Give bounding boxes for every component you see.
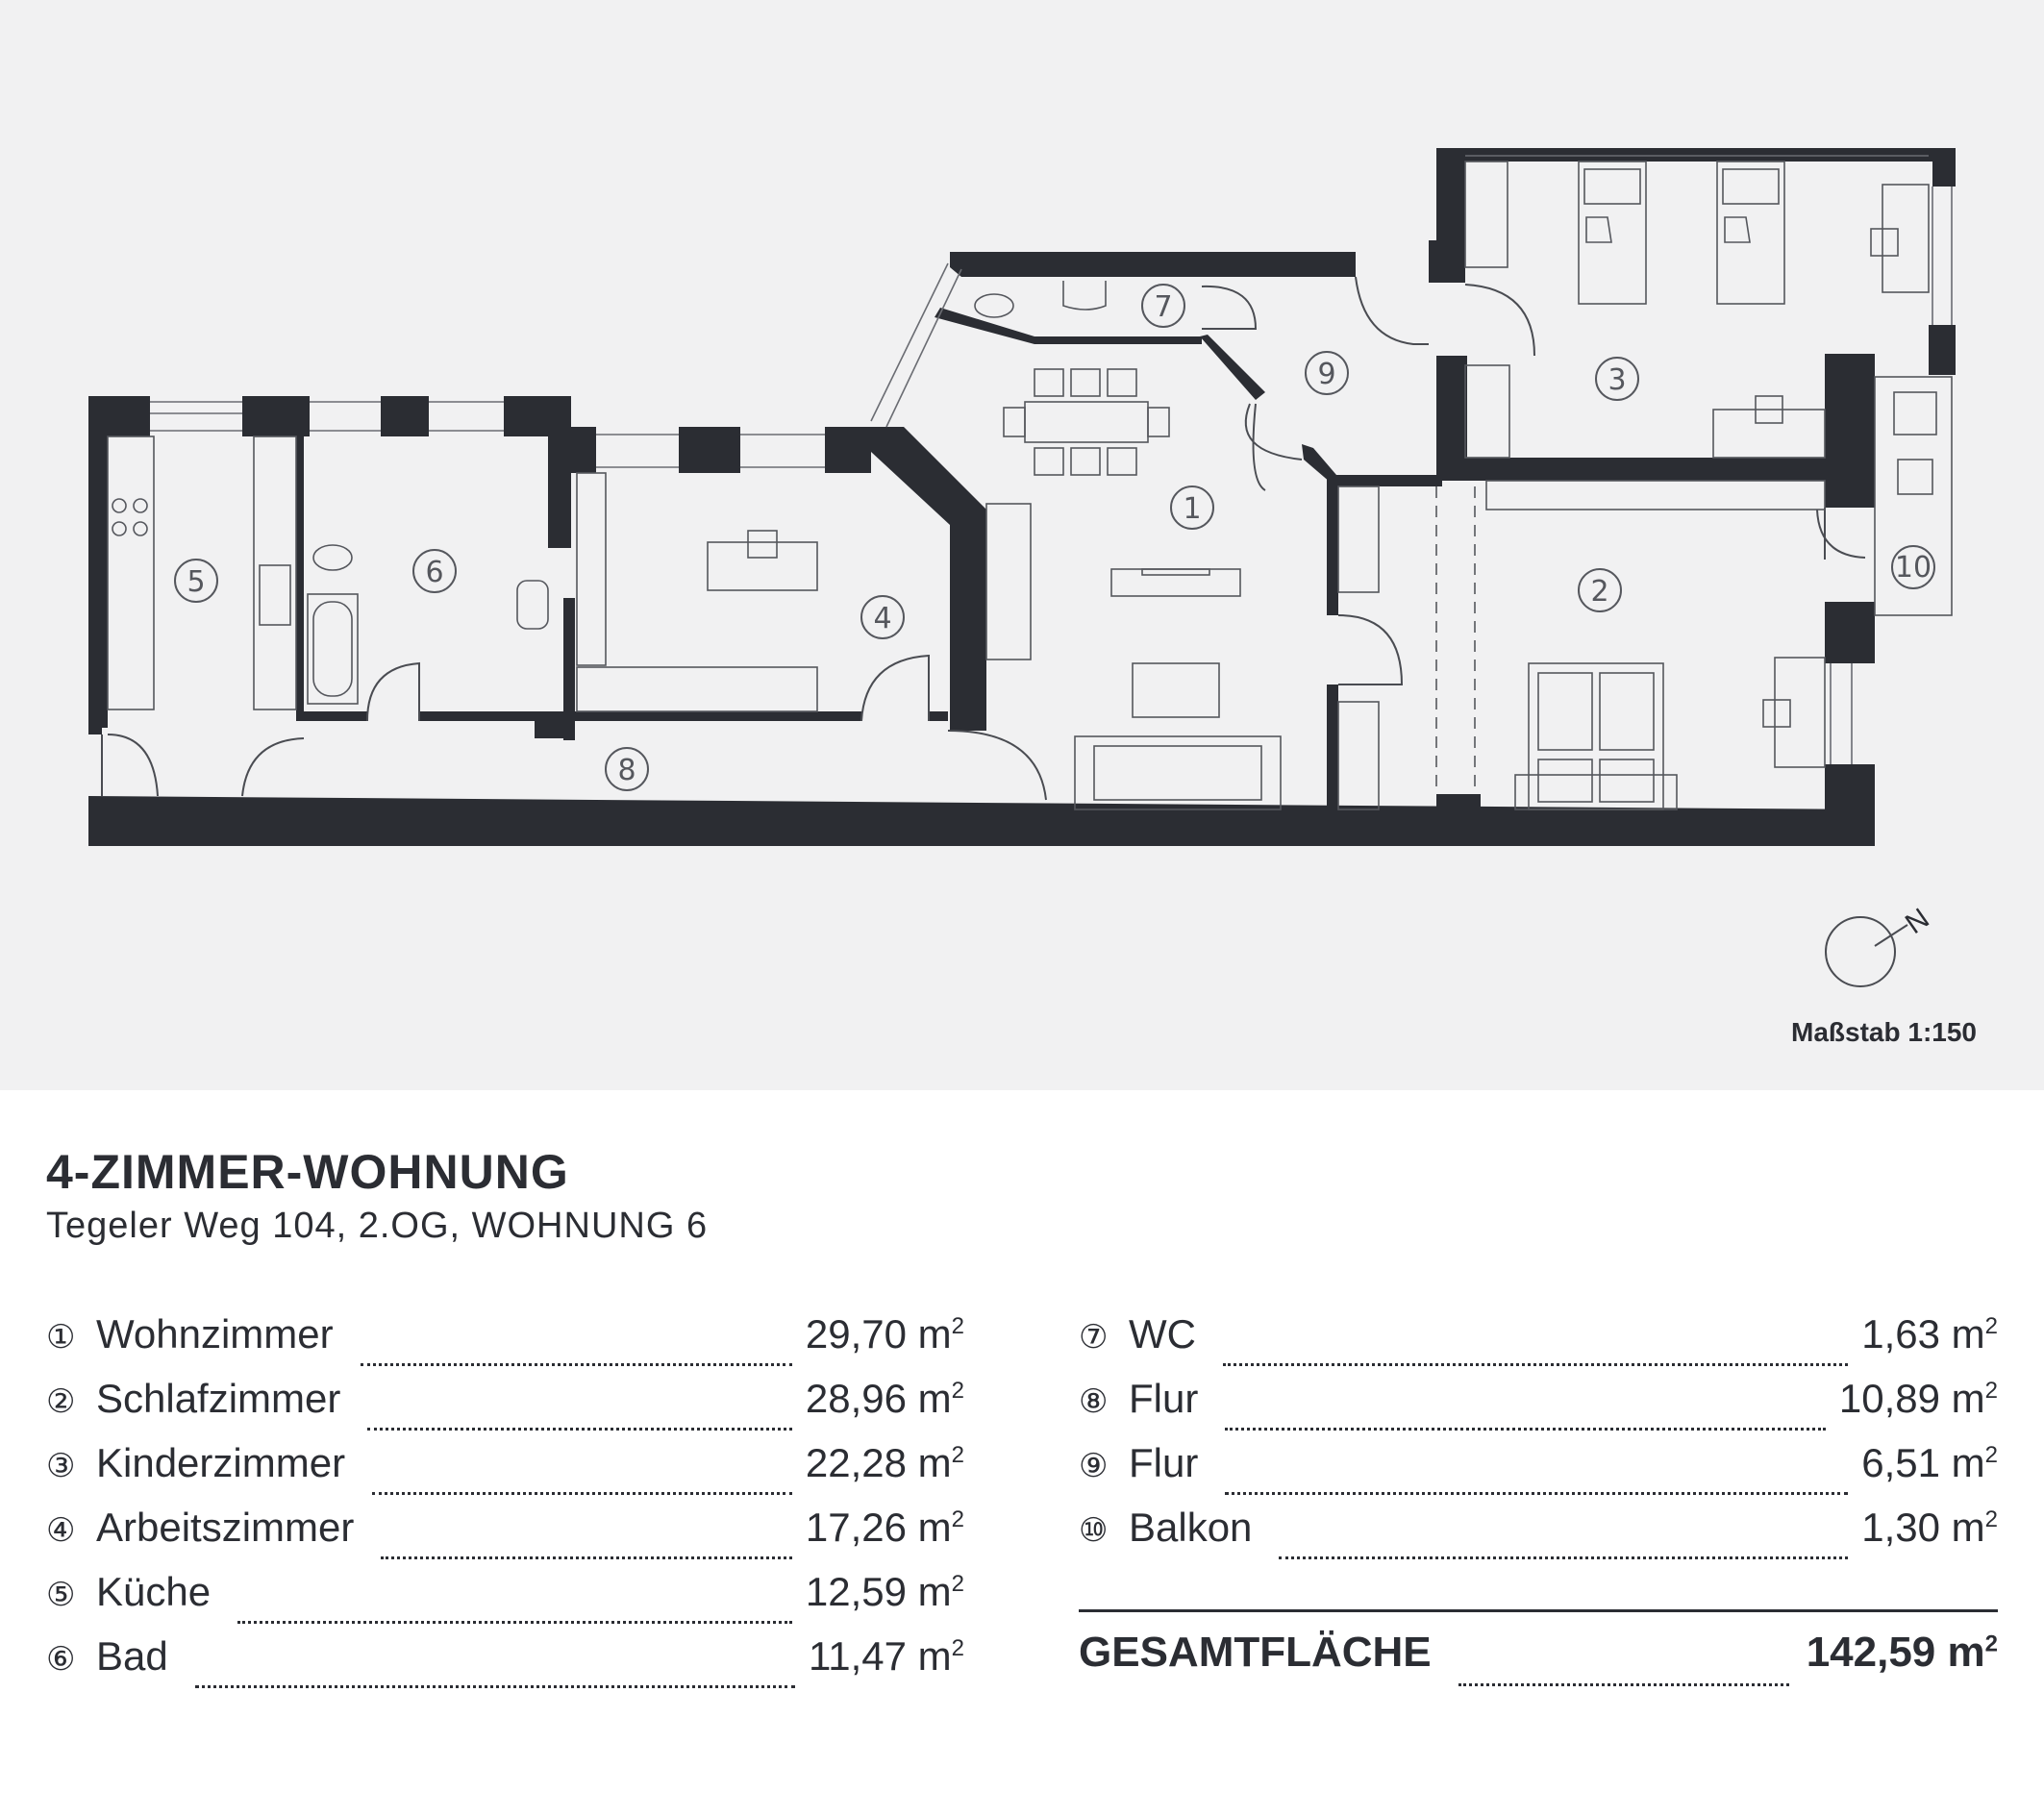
room-area: 22,28 $m^2$ bbox=[805, 1440, 964, 1485]
room-area: 1,30 $m^2$ bbox=[1861, 1505, 1998, 1550]
svg-text:2: 2 bbox=[1590, 575, 1609, 609]
leader-dots bbox=[1279, 1556, 1848, 1559]
room-marker-3 bbox=[1596, 358, 1638, 400]
room-number: ⑧ bbox=[1079, 1382, 1109, 1421]
room-row bbox=[46, 1569, 964, 1633]
total-label: GESAMTFLÄCHE bbox=[1079, 1629, 1432, 1676]
svg-text:10: 10 bbox=[1894, 551, 1932, 585]
svg-text:4: 4 bbox=[873, 602, 892, 635]
leader-dots bbox=[1223, 1363, 1848, 1366]
leader-dots bbox=[361, 1363, 792, 1366]
svg-text:7: 7 bbox=[1154, 290, 1173, 324]
room-marker-7 bbox=[1142, 285, 1184, 327]
room-number: ① bbox=[46, 1318, 76, 1357]
room-row bbox=[46, 1440, 964, 1505]
room-area: 10,89 $m^2$ bbox=[1838, 1376, 1998, 1421]
total-area: 142,59 $m^2$ bbox=[1806, 1629, 1998, 1676]
svg-text:9: 9 bbox=[1317, 358, 1336, 391]
leader-dots bbox=[195, 1685, 795, 1688]
room-row bbox=[1079, 1440, 1998, 1505]
room-area: 1,63 $m^2$ bbox=[1861, 1311, 1998, 1357]
north-arrow-icon bbox=[1826, 903, 1935, 986]
room-number: ③ bbox=[46, 1447, 76, 1485]
room-number: ⑦ bbox=[1079, 1318, 1109, 1357]
room-name: Kinderzimmer bbox=[96, 1440, 346, 1485]
room-number: ⑤ bbox=[46, 1576, 76, 1614]
leader-dots bbox=[372, 1492, 792, 1495]
svg-text:6: 6 bbox=[425, 556, 444, 589]
room-marker-2 bbox=[1579, 569, 1621, 611]
room-name: Balkon bbox=[1129, 1505, 1253, 1550]
page-title: 4-ZIMMER-WOHNUNG bbox=[46, 1145, 569, 1199]
room-number: ⑥ bbox=[46, 1640, 76, 1679]
room-name: Flur bbox=[1129, 1376, 1199, 1421]
room-marker-10 bbox=[1892, 546, 1934, 588]
leader-dots bbox=[1458, 1683, 1789, 1686]
room-list-right bbox=[1079, 1311, 1998, 1569]
room-area: 28,96 $m^2$ bbox=[805, 1376, 964, 1421]
svg-text:1: 1 bbox=[1183, 492, 1202, 526]
room-name: Küche bbox=[96, 1569, 212, 1614]
total-divider bbox=[1079, 1609, 1998, 1612]
leader-dots bbox=[1225, 1492, 1848, 1495]
total-row bbox=[1079, 1629, 1998, 1696]
room-number: ⑨ bbox=[1079, 1447, 1109, 1485]
svg-text:8: 8 bbox=[617, 754, 636, 787]
room-area: 29,70 $m^2$ bbox=[805, 1311, 964, 1357]
walls bbox=[88, 148, 1956, 846]
scale-label: Maßstab 1:150 bbox=[1791, 1017, 1977, 1047]
room-marker-8 bbox=[606, 748, 648, 790]
room-row bbox=[1079, 1311, 1998, 1376]
room-name: Flur bbox=[1129, 1440, 1199, 1485]
svg-text:5: 5 bbox=[187, 565, 206, 599]
svg-text:3: 3 bbox=[1608, 363, 1627, 397]
room-row bbox=[46, 1633, 964, 1698]
room-number: ⑩ bbox=[1079, 1511, 1109, 1550]
room-marker-5 bbox=[175, 560, 217, 602]
room-number: ② bbox=[46, 1382, 76, 1421]
address-subtitle: Tegeler Weg 104, 2.OG, WOHNUNG 6 bbox=[46, 1206, 709, 1246]
room-row bbox=[46, 1376, 964, 1440]
room-list-left bbox=[46, 1311, 964, 1698]
svg-text:N: N bbox=[1899, 902, 1935, 941]
leader-dots bbox=[237, 1621, 792, 1624]
room-marker-9 bbox=[1306, 352, 1348, 394]
room-row bbox=[1079, 1376, 1998, 1440]
room-area: 17,26 $m^2$ bbox=[805, 1505, 964, 1550]
room-row bbox=[1079, 1505, 1998, 1569]
room-name: Schlafzimmer bbox=[96, 1376, 341, 1421]
room-name: Wohnzimmer bbox=[96, 1311, 334, 1357]
room-area: 12,59 $m^2$ bbox=[805, 1569, 964, 1614]
room-area: 11,47 $m^2$ bbox=[809, 1633, 964, 1679]
room-row bbox=[46, 1505, 964, 1569]
room-marker-6 bbox=[413, 550, 456, 592]
room-number: ④ bbox=[46, 1511, 76, 1550]
leader-dots bbox=[381, 1556, 792, 1559]
leader-dots bbox=[367, 1428, 791, 1431]
room-row bbox=[46, 1311, 964, 1376]
room-marker-4 bbox=[861, 596, 904, 638]
room-area: 6,51 $m^2$ bbox=[1861, 1440, 1998, 1485]
leader-dots bbox=[1225, 1428, 1826, 1431]
room-name: WC bbox=[1129, 1311, 1196, 1357]
room-name: Bad bbox=[96, 1633, 168, 1679]
room-marker-1 bbox=[1171, 486, 1213, 529]
room-name: Arbeitszimmer bbox=[96, 1505, 355, 1550]
